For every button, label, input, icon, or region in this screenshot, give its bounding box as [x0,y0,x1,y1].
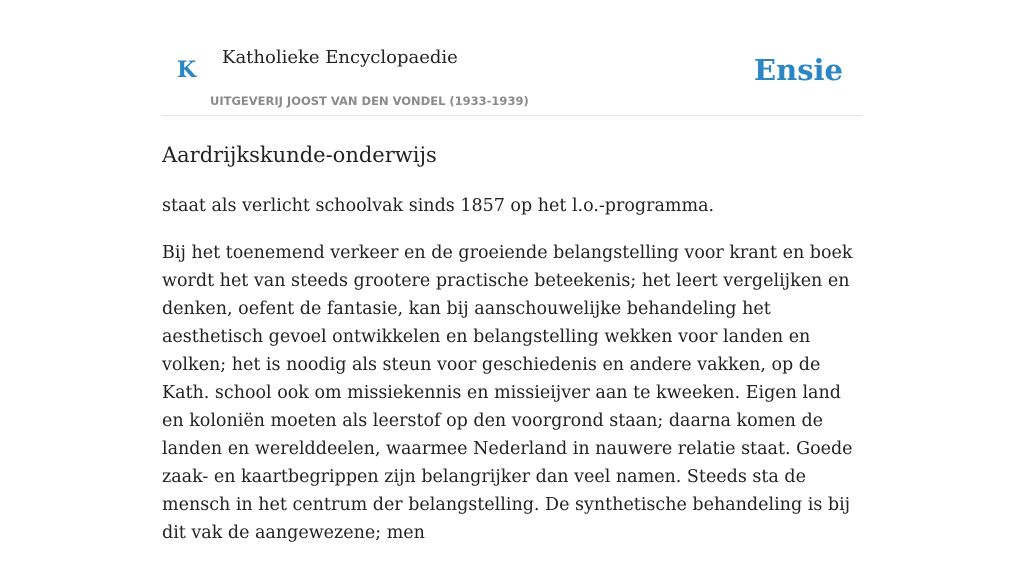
site-header [162,0,862,116]
article-body [162,192,862,566]
article-paragraph: staat als verlicht schoolvak sinds 1857 op het l.o.-programma. [162,196,715,216]
article-paragraph: Bij het toenemend verkeer en de groeiende belangstelling voor krant en boek wordt het van steeds grootere practische beteekenis; het leert vergelijken en denken, oefent de fantasie, kan bij aanschouwelijke behandeling het aesthetisch gevoel ontwikkelen en belangstelling wekken voor landen en volken; het is noodig als steun voor geschiedenis en andere vakken, op de Kath. school ook om missiekennis en missieijver aan te kweeken. Eigen land en koloniën moeten als leerstof op den voorgrond staan; daarna komen de landen en werelddeelen, waarmee Nederland in nauwere relatie staat. Goede zaak- en kaartbegrippen zijn belangrijker dan veel namen. Steeds sta de mensch in het centrum der belangstelling. De synthetische behandeling is bij dit vak de aangewezene; men [162,243,853,543]
encyclopedia-logo-icon[interactable]: K [177,57,197,83]
publisher-label: UITGEVERIJ JOOST VAN DEN VONDEL (1933-1939) [210,94,529,108]
book-title-link[interactable]: Katholieke Encyclopaedie [222,47,458,68]
article-title: Aardrijkskunde-onderwijs [162,143,437,167]
ensie-brand-link[interactable]: Ensie [754,53,843,87]
